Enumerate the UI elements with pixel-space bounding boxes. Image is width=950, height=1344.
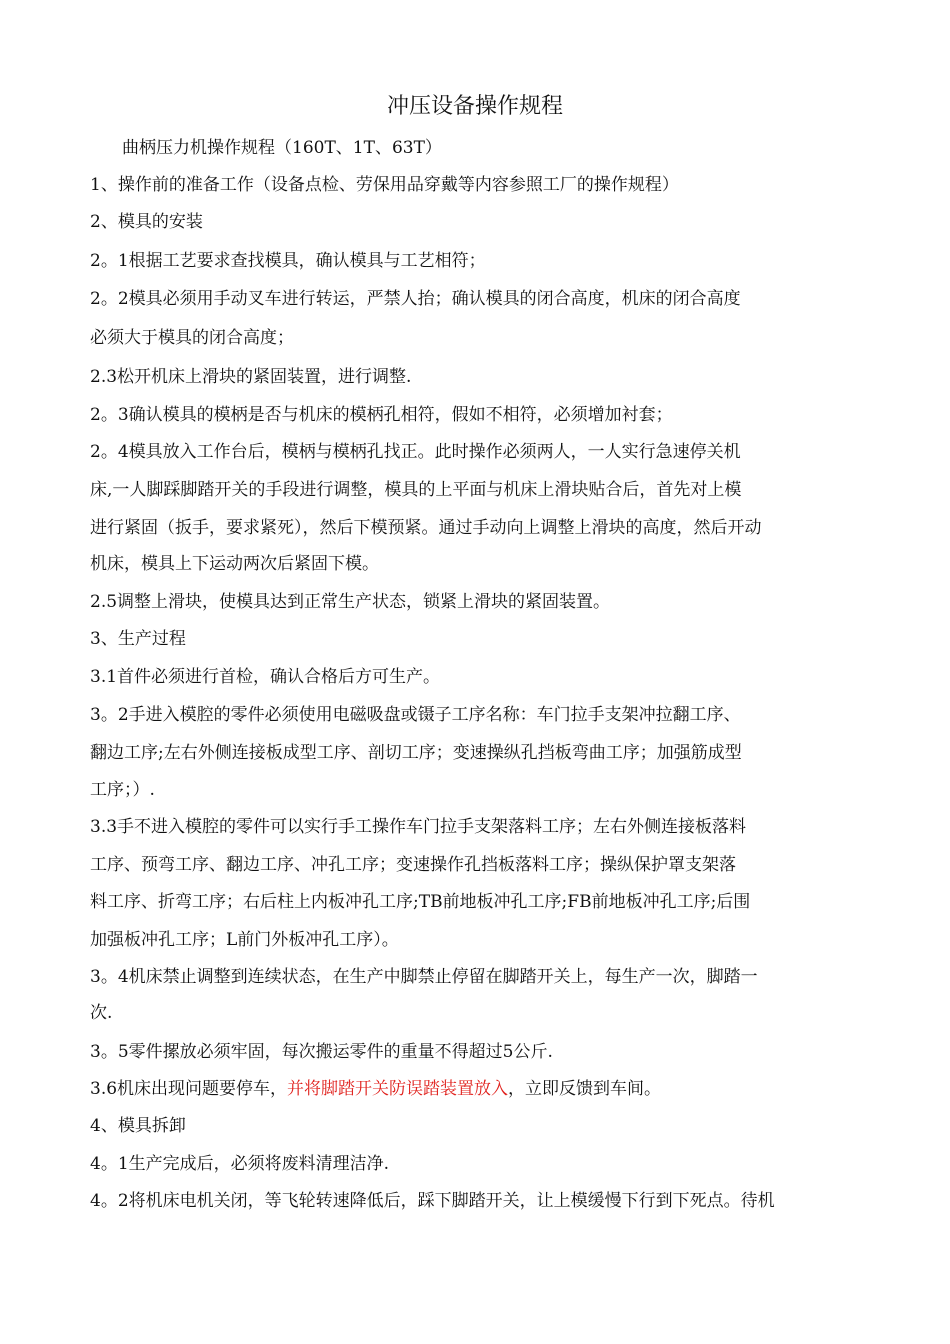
line-36-suffix: ，立即反馈到车间。: [508, 1079, 662, 1099]
text-line: 3.1首件必须进行首检，确认合格后方可生产。: [90, 667, 441, 687]
text-line: 3。5零件摞放必须牢固，每次搬运零件的重量不得超过5公斤.: [90, 1042, 553, 1062]
text-line: 加强板冲孔工序；L前门外板冲孔工序）。: [90, 930, 399, 950]
section-heading: 2、模具的安装: [90, 212, 203, 232]
document-subtitle: 曲柄压力机操作规程（160T、1T、63T）: [122, 138, 442, 158]
text-line: 工序、预弯工序、翻边工序、冲孔工序；变速操作孔挡板落料工序；操纵保护罩支架落: [90, 855, 736, 875]
text-line: 床,一人脚踩脚踏开关的手段进行调整，模具的上平面与机床上滑块贴合后，首先对上模: [90, 480, 742, 500]
text-line: 3.3手不进入模腔的零件可以实行手工操作车门拉手支架落料工序；左右外侧连接板落料: [90, 817, 747, 837]
text-line: 1、操作前的准备工作（设备点检、劳保用品穿戴等内容参照工厂的操作规程）: [90, 175, 679, 195]
text-line: 2。2模具必须用手动叉车进行转运，严禁人抬；确认模具的闭合高度，机床的闭合高度: [90, 289, 741, 309]
text-line: 4。1生产完成后，必须将废料清理洁净.: [90, 1154, 390, 1174]
section-heading: 4、模具拆卸: [90, 1116, 186, 1136]
text-line-with-highlight: [90, 1077, 661, 1101]
text-line: 2。4模具放入工作台后，模柄与模柄孔找正。此时操作必须两人，一人实行急速停关机: [90, 442, 741, 462]
text-line: 2。1根据工艺要求查找模具，确认模具与工艺相符；: [90, 251, 486, 271]
text-line: 必须大于模具的闭合高度；: [90, 328, 294, 348]
text-line: 次.: [90, 1003, 113, 1023]
text-line: 2.5调整上滑块，使模具达到正常生产状态，锁紧上滑块的紧固装置。: [90, 592, 611, 612]
text-line: 3。4机床禁止调整到连续状态，在生产中脚禁止停留在脚踏开关上，每生产一次，脚踏一: [90, 967, 758, 987]
document-title: 冲压设备操作规程: [386, 94, 563, 119]
text-line: 2。3确认模具的模柄是否与机床的模柄孔相符，假如不相符，必须增加衬套；: [90, 405, 673, 425]
text-line: 4。2将机床电机关闭，等飞轮转速降低后，踩下脚踏开关，让上模缓慢下行到下死点。待机: [90, 1191, 775, 1211]
text-line: 3。2手进入模腔的零件必须使用电磁吸盘或镊子工序名称：车门拉手支架冲拉翻工序、: [90, 705, 741, 725]
section-heading: 3、生产过程: [90, 629, 186, 649]
text-line: 翻边工序;左右外侧连接板成型工序、剖切工序；变速操纵孔挡板弯曲工序；加强筋成型: [90, 743, 742, 763]
text-line: 料工序、折弯工序；右后柱上内板冲孔工序;TB前地板冲孔工序;FB前地板冲孔工序;后围: [90, 892, 751, 912]
text-line: 2.3松开机床上滑块的紧固装置，进行调整.: [90, 367, 412, 387]
line-36-prefix: 3.6机床出现问题要停车，: [90, 1079, 288, 1099]
highlighted-warning: 并将脚踏开关防误踏装置放入: [287, 1079, 509, 1099]
text-line: 机床，模具上下运动两次后紧固下模。: [90, 554, 379, 574]
text-line: 工序；）.: [90, 780, 155, 800]
text-line: 进行紧固（扳手，要求紧死），然后下模预紧。通过手动向上调整上滑块的高度，然后开动: [90, 518, 762, 538]
